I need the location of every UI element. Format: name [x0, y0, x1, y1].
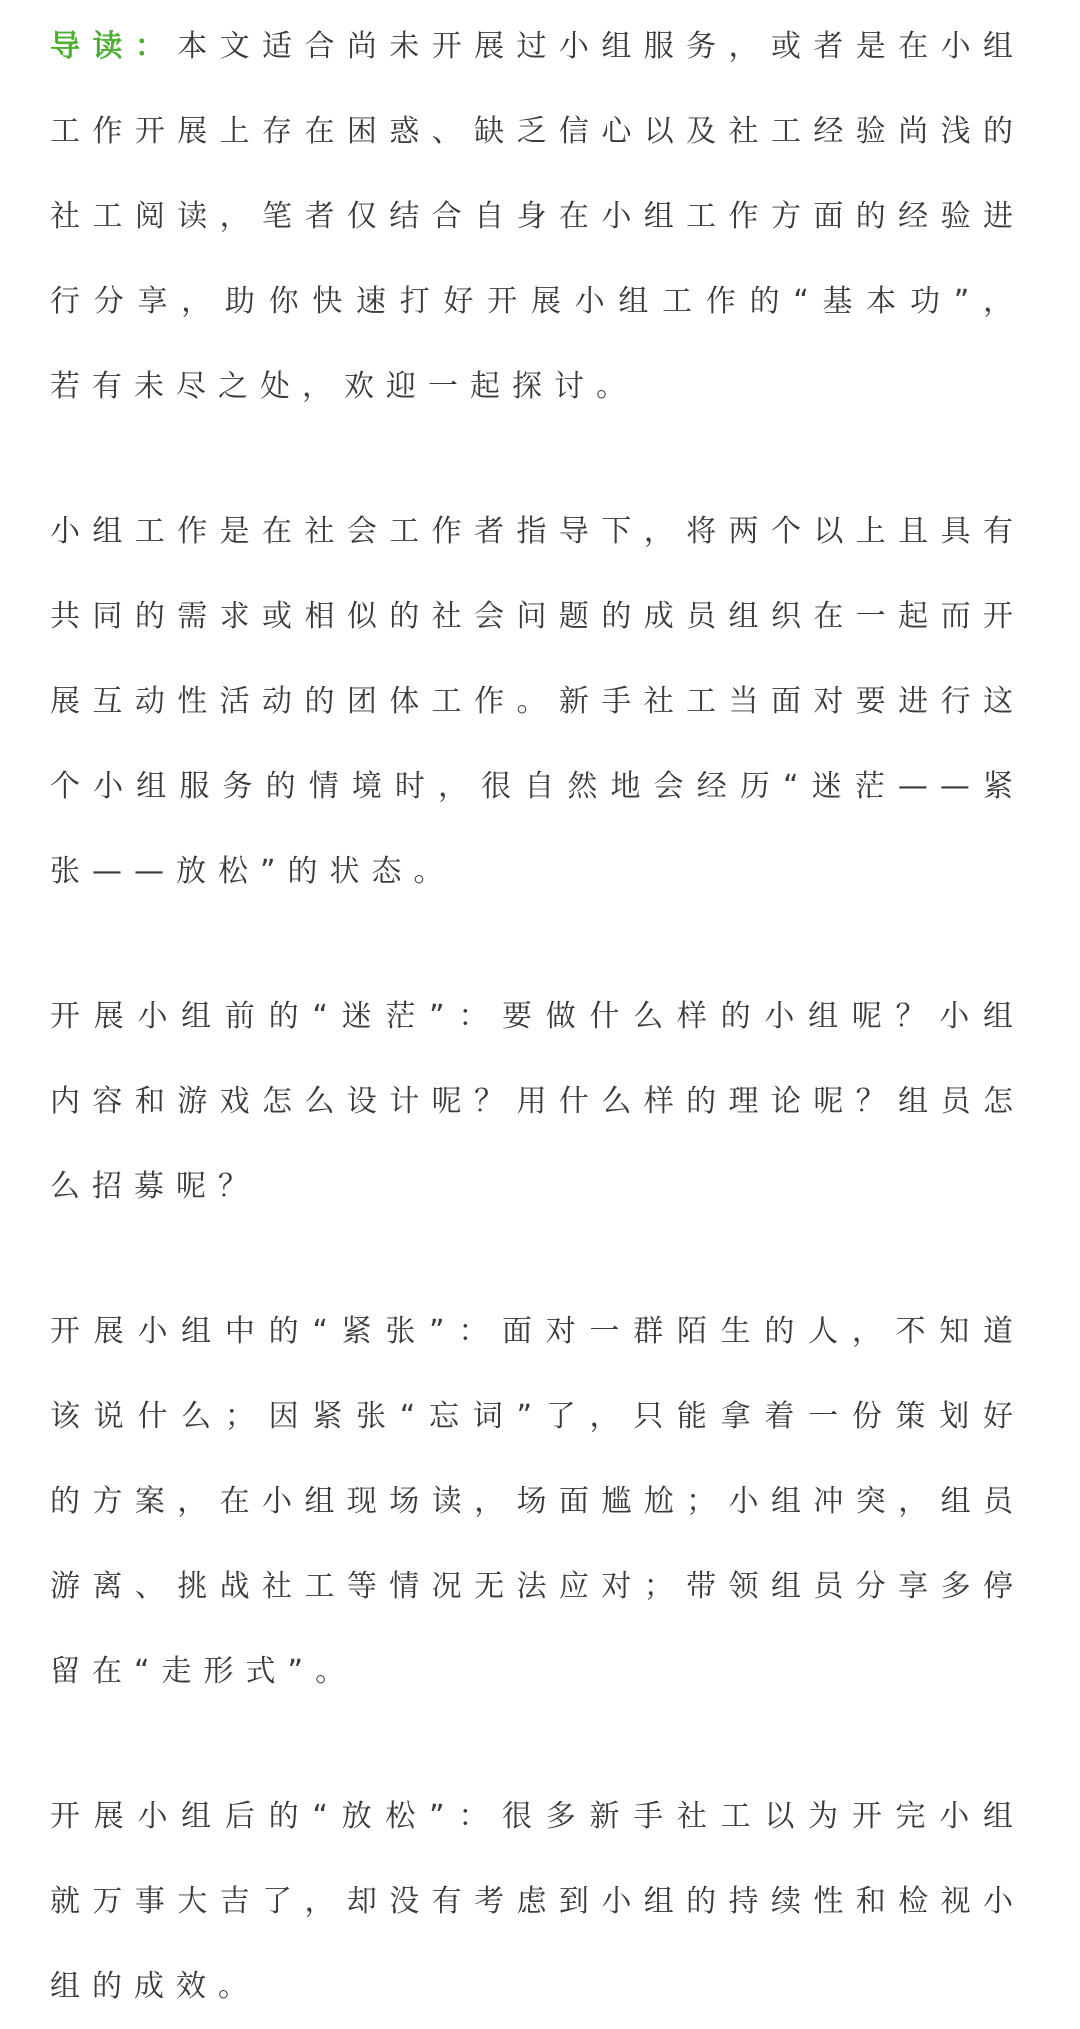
paragraph-definition: 小组工作是在社会工作者指导下，将两个以上且具有共同的需求或相似的社会问题的成员组织在一起而开展互动性活动的团体工作。新手社工当面对要进行这个小组服务的情境时，很自然地会经历“迷茫——紧张——放松”的状态。 [50, 514, 1025, 889]
paragraph-after-group: 开展小组后的“放松”：很多新手社工以为开完小组就万事大吉了，却没有考虑到小组的持续性和检视小组的成效。 [50, 1799, 1025, 2004]
intro-paragraph [50, 4, 1025, 429]
intro-text: 本文适合尚未开展过小组服务，或者是在小组工作开展上存在困惑、缺乏信心以及社工经验尚浅的社工阅读，笔者仅结合自身在小组工作方面的经验进行分享，助你快速打好开展小组工作的“基本功”，若有未尽之处，欢迎一起探讨。 [50, 29, 1026, 404]
article-body [50, 0, 1025, 2029]
intro-label: 导读： [50, 29, 178, 64]
paragraph-during-group: 开展小组中的“紧张”：面对一群陌生的人，不知道该说什么；因紧张“忘词”了，只能拿着一份策划好的方案，在小组现场读，场面尴尬；小组冲突，组员游离、挑战社工等情况无法应对；带领组员分享多停留在“走形式”。 [50, 1314, 1025, 1689]
paragraph-before-group: 开展小组前的“迷茫”：要做什么样的小组呢？小组内容和游戏怎么设计呢？用什么样的理论呢？组员怎么招募呢？ [50, 999, 1025, 1204]
